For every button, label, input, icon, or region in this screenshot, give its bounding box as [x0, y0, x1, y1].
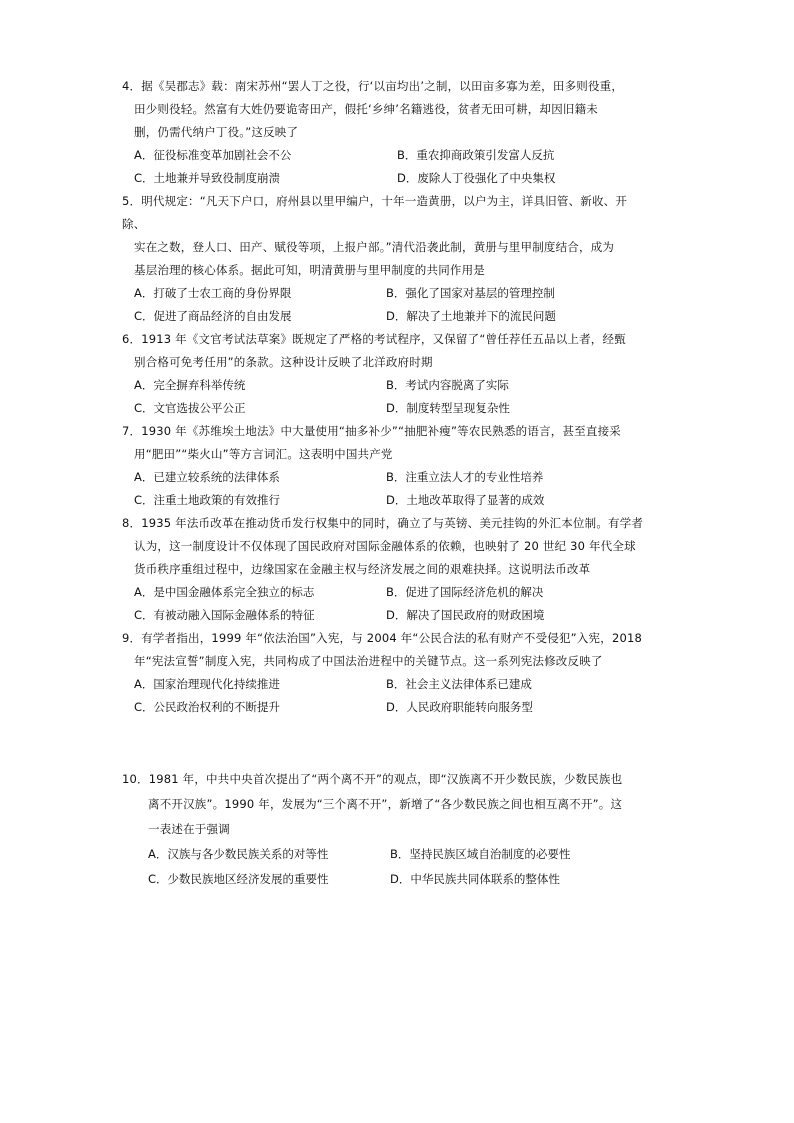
- q10-stem-line-3: 一表述在于强调: [148, 822, 230, 836]
- q4-option-d[interactable]: D．废除人丁役强化了中央集权: [397, 171, 556, 185]
- q9-option-b[interactable]: B．社会主义法律体系已建成: [386, 677, 532, 691]
- q6-option-c[interactable]: C．文官选拔公平公正: [134, 401, 246, 415]
- q7-option-d[interactable]: D．土地改革取得了显著的成效: [386, 493, 545, 507]
- q4-option-b[interactable]: B．重农抑商政策引发富人反抗: [397, 148, 555, 162]
- q9-option-a[interactable]: A．国家治理现代化持续推进: [134, 677, 280, 691]
- q10-stem-line-2: 离不开汉族”。1990 年，发展为“三个离不开”，新增了“各少数民族之间也相互离不开”。这: [148, 797, 623, 811]
- q8-stem-line-2: 认为，这一制度设计不仅体现了国民政府对国际金融体系的依赖，也映射了 20 世纪 30 年代全球: [134, 539, 636, 553]
- q7-stem-line-1: 7．1930 年《苏维埃土地法》中大量使用“抽多补少”“抽肥补瘦”等农民熟悉的语言，甚至直接采: [122, 424, 621, 438]
- q4-option-c[interactable]: C．土地兼并导致役制度崩溃: [134, 171, 281, 185]
- q5-stem-line-4: 基层治理的核心体系。据此可知，明清黄册与里甲制度的共同作用是: [134, 263, 485, 277]
- q4-stem-line-2: 田少则役轻。然富有大姓仍要诡寄田产，假托‘乡绅’名籍逃役，贫者无田可耕，却因旧籍未: [134, 102, 599, 116]
- q9-option-d[interactable]: D．人民政府职能转向服务型: [386, 700, 533, 714]
- q6-option-d[interactable]: D．制度转型呈现复杂性: [386, 401, 510, 415]
- q10-option-c[interactable]: C．少数民族地区经济发展的重要性: [148, 872, 329, 886]
- q4-stem-line-3: 删，仍需代纳户丁役。”这反映了: [134, 125, 299, 139]
- q5-option-d[interactable]: D．解决了土地兼并下的流民问题: [386, 309, 556, 323]
- q5-option-a[interactable]: A．打破了士农工商的身份界限: [134, 286, 292, 300]
- q8-option-d[interactable]: D．解决了国民政府的财政困境: [386, 608, 545, 622]
- q6-stem-line-1: 6．1913 年《文官考试法草案》既规定了严格的考试程序，又保留了“曾任荐任五品以上者，经甄: [122, 332, 626, 346]
- q10-option-d[interactable]: D．中华民族共同体联系的整体性: [390, 872, 560, 886]
- q8-stem-line-3: 货币秩序重组过程中，边缘国家在金融主权与经济发展之间的艰难抉择。这说明法币改革: [134, 562, 591, 576]
- q10-option-a[interactable]: A．汉族与各少数民族关系的对等性: [148, 847, 329, 861]
- q9-stem-line-2: 年“宪法宣誓”制度入宪，共同构成了中国法治进程中的关键节点。这一系列宪法修改反映了: [134, 654, 603, 668]
- q10-option-b[interactable]: B．坚持民族区域自治制度的必要性: [390, 847, 571, 861]
- q7-option-c[interactable]: C．注重土地政策的有效推行: [134, 493, 281, 507]
- q8-option-c[interactable]: C．有被动融入国际金融体系的特征: [134, 608, 315, 622]
- q7-option-b[interactable]: B．注重立法人才的专业性培养: [386, 470, 544, 484]
- q5-stem-line-2: 除、: [122, 217, 146, 231]
- q8-option-b[interactable]: B．促进了国际经济危机的解决: [386, 585, 544, 599]
- q5-stem-line-1: 5．明代规定：“凡天下户口，府州县以里甲编户，十年一造黄册，以户为主，详具旧管、新收、开: [122, 194, 628, 208]
- q6-option-a[interactable]: A．完全摒弃科举传统: [134, 378, 246, 392]
- q7-option-a[interactable]: A．已建立较系统的法律体系: [134, 470, 280, 484]
- q8-option-a[interactable]: A．是中国金融体系完全独立的标志: [134, 585, 315, 599]
- q6-option-b[interactable]: B．考试内容脱离了实际: [386, 378, 509, 392]
- q5-stem-line-3: 实在之数，登人口、田产、赋役等项，上报户部。”清代沿袭此制，黄册与里甲制度结合，成为: [134, 240, 615, 254]
- q4-stem-line-1: 4．据《吴郡志》载：南宋苏州“罢人丁之役，行‘以亩均出’之制，以田亩多寡为差，田多则役重，: [122, 79, 624, 93]
- q4-option-a[interactable]: A．征役标准变革加剧社会不公: [134, 148, 292, 162]
- q5-option-b[interactable]: B．强化了国家对基层的管理控制: [386, 286, 555, 300]
- q10-stem-line-1: 10．1981 年，中共中央首次提出了“两个离不开”的观点，即“汉族离不开少数民族，少数民族也: [122, 772, 623, 786]
- q7-stem-line-2: 用“肥田”“柴火山”等方言词汇。这表明中国共产党: [134, 447, 393, 461]
- q8-stem-line-1: 8．1935 年法币改革在推动货币发行权集中的同时，确立了与英镑、美元挂钩的外汇本位制。有学者: [122, 516, 644, 530]
- q6-stem-line-2: 别合格可免考任用”的条款。这种设计反映了北洋政府时期: [134, 355, 433, 369]
- q9-option-c[interactable]: C．公民政治权利的不断提升: [134, 700, 281, 714]
- q5-option-c[interactable]: C．促进了商品经济的自由发展: [134, 309, 292, 323]
- q9-stem-line-1: 9．有学者指出，1999 年“依法治国”入宪，与 2004 年“公民合法的私有财产不受侵犯”入宪，2018: [122, 631, 643, 645]
